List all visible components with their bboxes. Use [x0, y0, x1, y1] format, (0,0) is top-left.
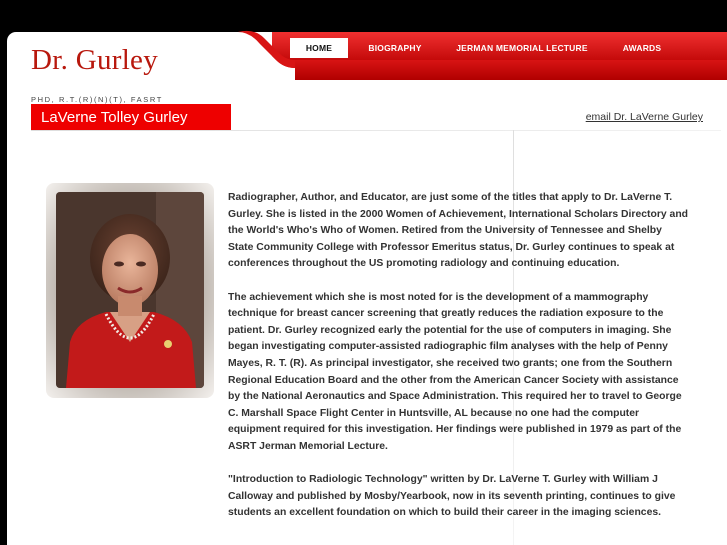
portrait-illustration: [56, 192, 204, 388]
nav-bar-curve: [220, 26, 295, 86]
paragraph: The achievement which she is most noted for is the development of a mammography technique for breast cancer screening that greatly reduces the radiation exposure to the patient. Dr. Gurley recognized early the potential for the use of computers in imaging. She began investigating computer-assisted radiographic film analyses with the help of Penny Mayes, R. T. (R). As principal investigator, she received two grants; one from the Southern Regional Education Board and the other from the American Cancer Society with assistance by the National Aeronautics and Space Administration. This required her to travel to George C. Marshall Space Flight Center in Huntsville, AL because no one had the computer equipment required for this investigation. Her findings were published in 1979 as part of the ASRT Jerman Memorial Lecture.: [228, 291, 682, 452]
paragraph: Radiographer, Author, and Educator, are just some of the titles that apply to Dr. LaVerne T. Gurley. She is listed in the 2000 Women of Achievement, International Scholars Directory and the World's Who's Who of Women. Retired from the University of Tennessee and Shelby State Community College with Professor Emeritus status, Dr. Gurley continues to speak at conferences throughout the US promoting radiology and continuing education.: [228, 192, 689, 270]
nav-jerman-lecture-tab[interactable]: JERMAN MEMORIAL LECTURE: [456, 43, 588, 53]
nav-awards-tab[interactable]: AWARDS: [622, 43, 662, 53]
name-banner-text: LaVerne Tolley Gurley: [41, 108, 188, 126]
nav-biography-tab[interactable]: BIOGRAPHY: [368, 43, 422, 53]
credentials-line: PHD, R.T.(R)(N)(T), FASRT: [31, 95, 163, 104]
portrait-photo: [56, 192, 204, 388]
name-banner: [31, 104, 231, 130]
main-content: [228, 190, 688, 538]
site-title[interactable]: Dr. Gurley: [31, 44, 159, 76]
nav-bar-lower: [255, 60, 727, 80]
paragraph: "Introduction to Radiologic Technology" written by Dr. LaVerne T. Gurley with William J Calloway and published by Mosby/Yearbook, now in its seventh printing, continues to give students an excellent foundation on which to build their career in the imaging sciences.: [228, 474, 676, 519]
horizontal-divider: [31, 130, 721, 131]
email-link[interactable]: email Dr. LaVerne Gurley: [585, 111, 703, 123]
nav-home-tab[interactable]: HOME: [290, 38, 348, 58]
